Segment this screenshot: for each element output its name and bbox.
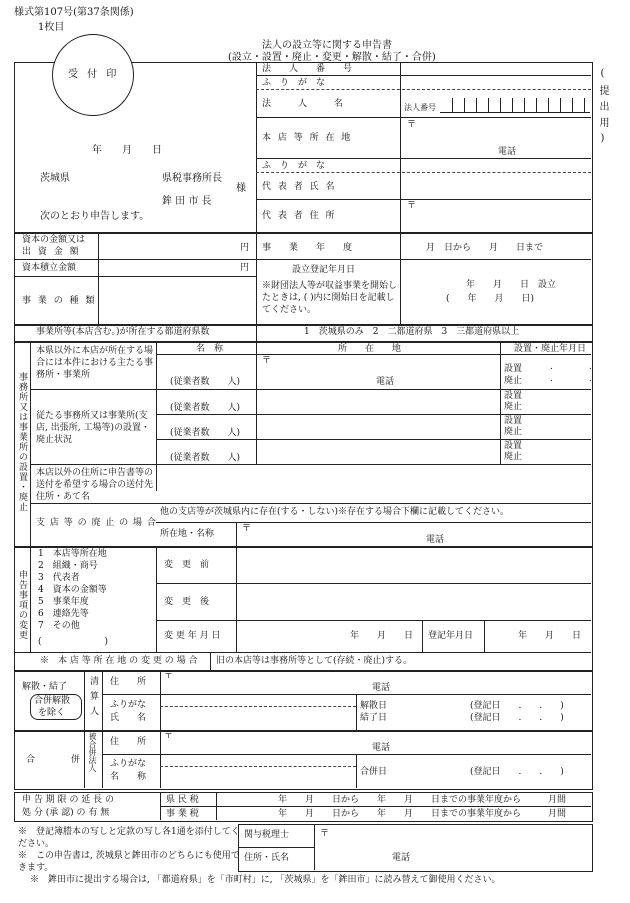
branch-tel: 電話 bbox=[426, 535, 445, 545]
merger-name-label: 名 称 bbox=[110, 772, 147, 782]
hq-zip-mark: 〒 bbox=[407, 120, 417, 130]
date-dots: . . bbox=[550, 374, 592, 384]
branch-location-label: 所在地・名称 bbox=[160, 529, 215, 539]
tax-accountant-label: 関与税理士 bbox=[244, 830, 290, 840]
change-reg-date-value: 年 月 日 bbox=[518, 631, 582, 641]
branch-setup-3: 設置 bbox=[504, 441, 523, 451]
declaration-text: 次のとおり申告します。 bbox=[40, 211, 150, 222]
page-number: 1枚目 bbox=[38, 22, 65, 33]
capital-yen: 円 bbox=[240, 243, 250, 253]
prefecture-count-label: 事業所等(本店含む。)が所在する都道府県数 bbox=[36, 327, 210, 337]
corp-number-boxes[interactable] bbox=[440, 112, 590, 113]
reception-date: 年 月 日 bbox=[92, 145, 162, 156]
capital-amount-label-1: 資本の金額又は bbox=[22, 235, 86, 245]
merger-date-label: 合併日 bbox=[360, 767, 388, 777]
change-reg-date-label: 登記年月日 bbox=[428, 631, 474, 641]
merger-section bbox=[14, 730, 593, 790]
corp-furigana-label: ふ り が な bbox=[262, 78, 326, 88]
branch-employees-3: (従業者数 人) bbox=[170, 453, 241, 463]
complete-reg-date: (登記日 . . ) bbox=[470, 713, 564, 723]
registration-note: ※財団法人等が収益事業を開始したときは, ( )内に開始日を記載してください。 bbox=[262, 281, 398, 315]
liquidator-label: 清算人 bbox=[88, 676, 98, 721]
merger-reg-date: (登記日 . . ) bbox=[470, 767, 564, 777]
col-location-header: 所 在 地 bbox=[338, 344, 402, 354]
change-date-value: 年 月 日 bbox=[350, 631, 414, 641]
change-item-7: 7 その他 bbox=[38, 621, 80, 631]
branch-office-label: 従たる事務所又は事業所(支店, 出張所, 工場等)の設置・廃止状況 bbox=[36, 411, 150, 445]
tax-accountant-zip: 〒 bbox=[320, 829, 330, 839]
change-item-2: 2 組織・商号 bbox=[38, 561, 98, 571]
form-subtitle: (設立・設置・廃止・変更・解散・結了・合併) bbox=[228, 52, 436, 63]
dissolution-label: 解散・結了 bbox=[22, 682, 68, 692]
capital-amount-label-2: 出 資 金 額 bbox=[22, 247, 81, 257]
dissolution-except-merger: 合併解散 bbox=[34, 696, 71, 706]
date-dots: . . bbox=[550, 362, 592, 372]
fiscal-year-label: 事 業 年 度 bbox=[262, 243, 353, 253]
branch-zip: 〒 bbox=[242, 524, 252, 534]
submission-copy-label: (提出用) bbox=[597, 68, 608, 150]
tax-accountant-tel: 電話 bbox=[392, 853, 411, 863]
main-office-employees: (従業者数 人) bbox=[170, 377, 241, 387]
business-tax-period: 年 月 日から 年 月 日までの事業年度から 月間 bbox=[278, 809, 567, 819]
note-usage: ※ この申告書は, 茨城県と鉾田市のどちらにも使用できます。 bbox=[18, 851, 240, 873]
note-documents: ※ 登記簿謄本の写しと定款の写し各1通を添付してください。 bbox=[18, 827, 240, 849]
liquidator-zip: 〒 bbox=[164, 671, 174, 681]
branch-employees-1: (従業者数 人) bbox=[170, 403, 241, 413]
change-item-6: 6 連絡先等 bbox=[38, 609, 89, 619]
liquidator-tel: 電話 bbox=[372, 683, 391, 693]
dissolve-date-label: 解散日 bbox=[360, 701, 388, 711]
merger-label: 合 併 bbox=[26, 755, 81, 765]
addressee-prefecture: 茨城県 bbox=[40, 173, 70, 184]
corporate-number-label: 法 人 番 号 bbox=[262, 64, 353, 74]
registration-start-date: ( 年 月 日) bbox=[446, 294, 535, 304]
rep-address-label: 代 表 者 住 所 bbox=[262, 211, 337, 221]
extension-label-2: 処 分 (承 認) の 有 無 bbox=[22, 808, 110, 818]
branch-abolish-2: 廃止 bbox=[504, 427, 523, 437]
merger-zip: 〒 bbox=[164, 731, 174, 741]
addressee-tax-office: 県税事務所長 bbox=[162, 173, 222, 184]
merger-address-label: 住 所 bbox=[110, 737, 147, 747]
branch-closure-label: 支 店 等 の 廃 止 の 場 合 bbox=[36, 518, 157, 528]
complete-date-label: 結了日 bbox=[360, 713, 388, 723]
change-after-label: 変 更 後 bbox=[164, 597, 210, 607]
registration-date-value: 年 月 日 設立 bbox=[466, 280, 557, 290]
main-office-setup: 設置 bbox=[504, 364, 523, 374]
change-item-4: 4 資本の金額等 bbox=[38, 585, 107, 595]
branch-employees-2: (従業者数 人) bbox=[170, 428, 241, 438]
branch-setup-2: 設置 bbox=[504, 416, 523, 426]
rep-name-label: 代 表 者 氏 名 bbox=[262, 182, 337, 192]
change-item-5: 5 事業年度 bbox=[38, 597, 89, 607]
offices-side-label: 事務所又は事業所の設置・廃止 bbox=[17, 372, 27, 512]
form-title: 法人の設立等に関する申告書 bbox=[262, 40, 392, 51]
addressee-sama: 様 bbox=[236, 183, 246, 194]
dissolve-reg-date: (登記日 . . ) bbox=[470, 701, 564, 711]
form-number: 様式第107号(第37条関係) bbox=[14, 7, 134, 18]
rep-zip-mark: 〒 bbox=[407, 201, 417, 211]
col-date-header: 設置・廃止年月日 bbox=[514, 344, 587, 354]
merger-tel: 電話 bbox=[372, 743, 391, 753]
main-office-label: 本県以外に本店が所在する場合には本件における主たる事務所・事業所 bbox=[36, 346, 154, 380]
tax-accountant-address-label: 住所・氏名 bbox=[244, 853, 290, 863]
change-before-label: 変 更 前 bbox=[164, 560, 210, 570]
dissolution-except: を除く bbox=[38, 708, 66, 718]
prefecture-count-options[interactable]: 1 茨城県のみ 2 二都道府県 3 三都道府県以上 bbox=[304, 327, 520, 337]
rep-furigana-label: ふ り が な bbox=[262, 161, 326, 171]
change-item-3: 3 代表者 bbox=[38, 573, 80, 583]
reserve-label: 資本積立金額 bbox=[22, 263, 77, 273]
changes-section bbox=[14, 546, 593, 672]
main-office-tel: 電話 bbox=[376, 377, 395, 387]
hq-change-label: ※ 本 店 等 所 在 地 の 変 更 の 場 合 bbox=[40, 656, 198, 666]
prefectural-tax-period: 年 月 日から 年 月 日までの事業年度から 月間 bbox=[278, 795, 567, 805]
liquidator-name-label: 氏 名 bbox=[110, 713, 147, 723]
liquidator-address-label: 住 所 bbox=[110, 677, 147, 687]
branch-abolish-1: 廃止 bbox=[504, 402, 523, 412]
hq-address-label: 本 店 等 所 在 地 bbox=[262, 133, 353, 143]
change-item-other: ( ) bbox=[38, 637, 109, 647]
main-office-zip: 〒 bbox=[262, 356, 272, 366]
hq-tel-label: 電話 bbox=[498, 147, 517, 157]
fiscal-year-value: 月 日から 月 日まで bbox=[426, 243, 544, 253]
business-tax-label: 事 業 税 bbox=[166, 809, 199, 819]
send-address-label: 本店以外の住所に申告書等の送付を希望する場合の送付先住所・あて名 bbox=[36, 468, 154, 502]
prefectural-tax-label: 県 民 税 bbox=[166, 795, 199, 805]
note-city-reading: ※ 鉾田市に提出する場合は, 「都道府県」を「市町村」に, 「茨城県」を「鉾田市」に読み替えて御使用ください。 bbox=[30, 875, 501, 885]
merged-corp-label: 被合併法人 bbox=[88, 732, 97, 772]
hq-change-note: 旧の本店等は事務所等として(存続・廃止)する。 bbox=[216, 656, 413, 666]
business-type-label: 事 業 の 種 類 bbox=[22, 296, 97, 306]
merger-furigana-label: ふりがな bbox=[110, 759, 147, 769]
branch-setup-1: 設置 bbox=[504, 391, 523, 401]
changes-side-label: 申告事項の変更 bbox=[17, 570, 27, 640]
tax-accountant-box bbox=[238, 824, 593, 872]
main-office-abolish: 廃止 bbox=[504, 376, 523, 386]
reserve-yen: 円 bbox=[240, 263, 250, 273]
addressee-city: 鉾 田 市 長 bbox=[162, 196, 212, 207]
change-date-label: 変 更 年 月 日 bbox=[164, 631, 221, 641]
col-name-header: 名 称 bbox=[196, 344, 224, 354]
registration-date-label: 設立登記年月日 bbox=[292, 265, 356, 275]
branch-closure-note: 他の支店等が茨城県内に存在(する・しない)※存在する場合下欄に記載してください。 bbox=[160, 507, 510, 517]
branch-abolish-3: 廃止 bbox=[504, 452, 523, 462]
liquidator-furigana-label: ふりがな bbox=[110, 700, 147, 710]
corp-name-label: 法 人 名 bbox=[262, 99, 344, 109]
extension-label-1: 申 告 期 限 の 延 長 の bbox=[22, 795, 115, 805]
change-item-1: 1 本店等所在地 bbox=[38, 549, 107, 559]
corp-number-sublabel: 法人番号 bbox=[404, 103, 436, 112]
reception-stamp-label: 受 付 印 bbox=[68, 69, 120, 80]
